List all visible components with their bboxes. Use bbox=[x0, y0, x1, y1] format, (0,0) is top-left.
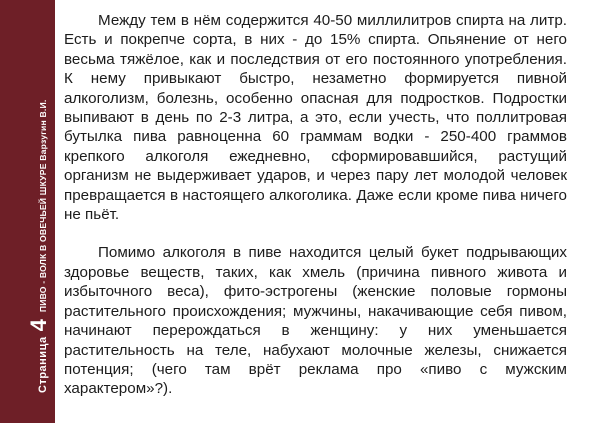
paragraph-2: Помимо алкоголя в пиве находится целый букет подрывающих здоровье веществ, таких, как хмель (причина пивного живота и избыточного веса), фито-эстрогены (женские половые гормоны растительного происхождения; мужчины, накачивающие себя пивом, начинают перерождаться в женщину: у них уменьшается растительность на теле, набухают молочные железы, снижается потенция; (чего там врёт реклама про «пиво с мужским характером»?). bbox=[64, 244, 567, 398]
paragraph-1: Между тем в нём содержится 40-50 миллилитров спирта на литр. Есть и покрепче сорта, в них - до 15% спирта. Опьянение от него весьма тяжёлое, как и последствия от его постоянного употребления. К нему привыкают быстро, незаметно формируется пивной алкоголизм, болезнь, особенно опасная для подростков. Подростки выпивают в день по 2-3 литра, а это, если учесть, что поллитровая бутылка пива равноценна 60 граммам водки - 250-400 граммов крепкого алкоголя ежедневно, сформировавшийся, растущий организм не выдерживает ударов, и через пару лет молодой человек превращается в настоящего алкоголика. Даже если кроме пива ничего не пьёт. bbox=[64, 12, 567, 224]
page-number: 4 bbox=[26, 319, 51, 332]
document-body bbox=[64, 11, 567, 399]
page-label: Страница bbox=[37, 336, 49, 393]
sidebar-caption bbox=[27, 0, 51, 393]
sidebar-band bbox=[0, 0, 55, 423]
book-title: ПИВО - ВОЛК В ОВЕЧЬЕЙ ШКУРЕ Варзугин В.И. bbox=[38, 99, 48, 313]
